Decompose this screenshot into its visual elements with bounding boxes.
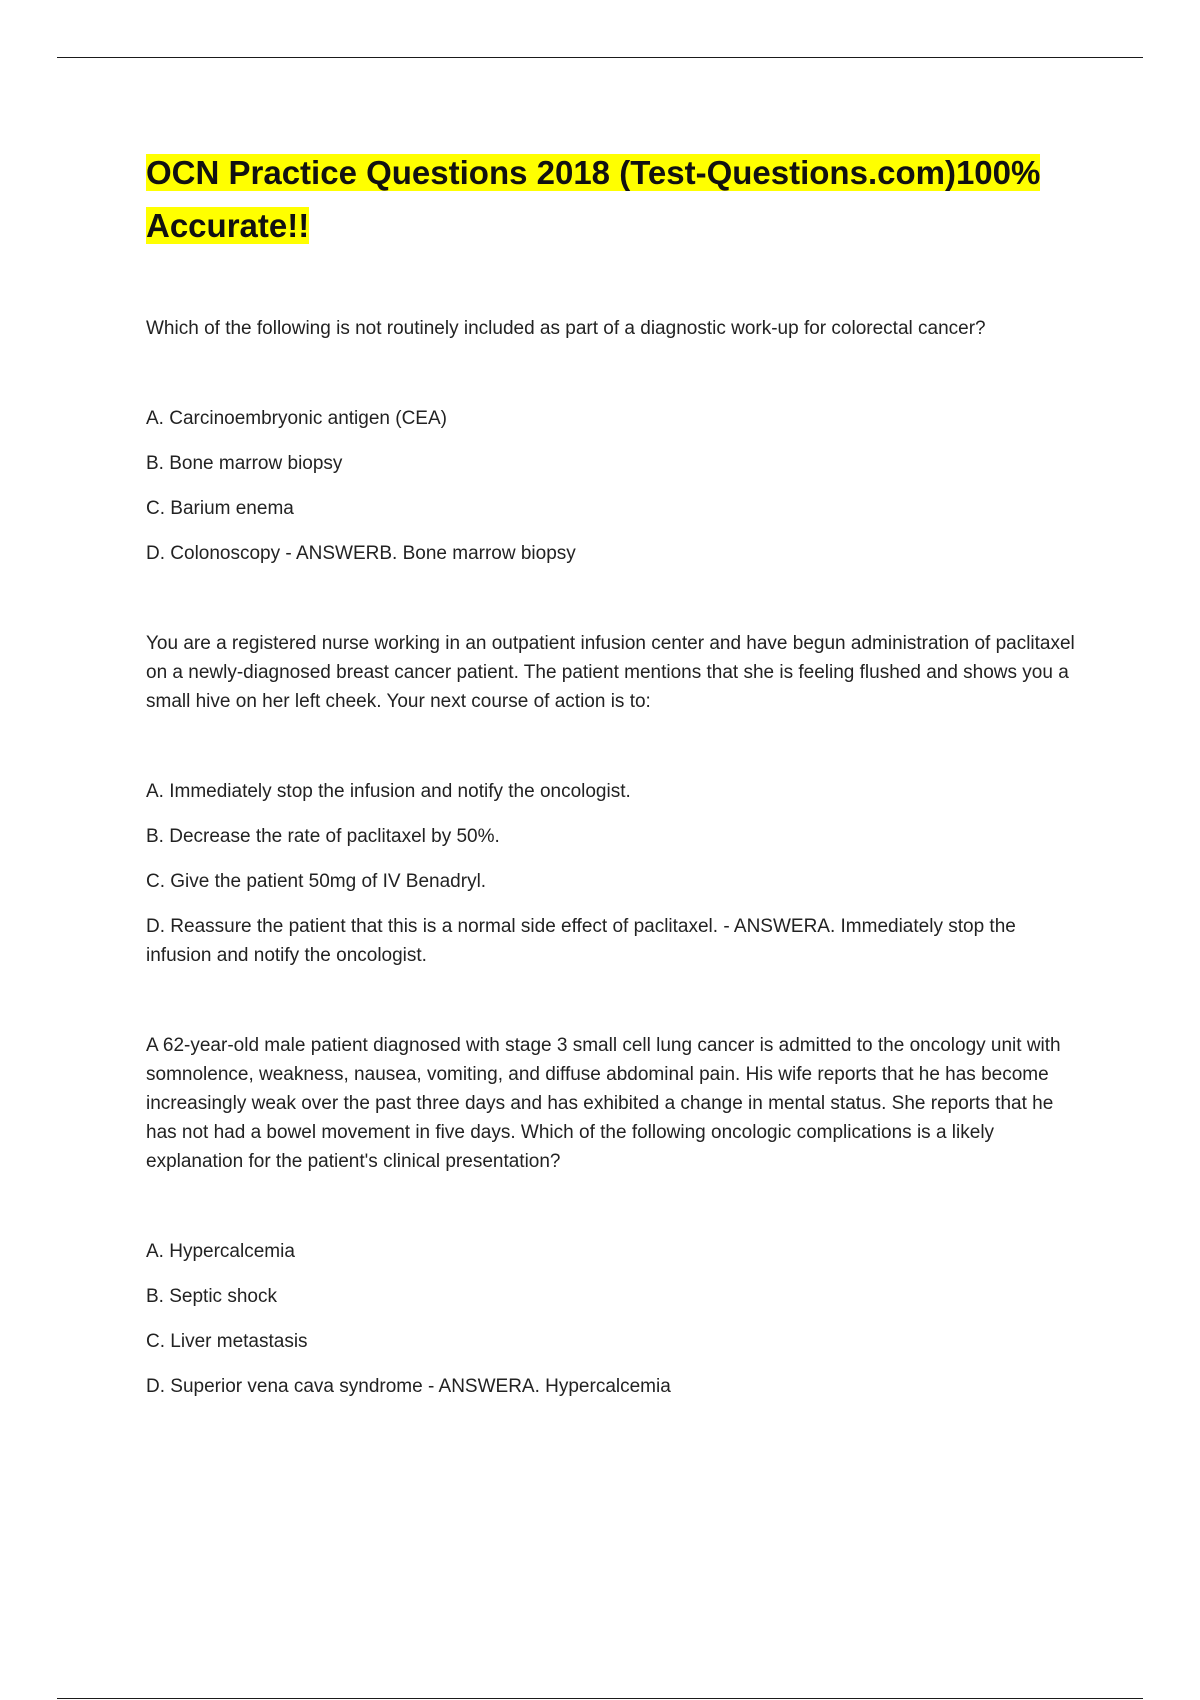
question-2-option-a: A. Immediately stop the infusion and notify the oncologist. (146, 781, 631, 802)
question-1-text: Which of the following is not routinely included as part of a diagnostic work-up for colorectal cancer? (146, 318, 986, 339)
question-3-text: A 62-year-old male patient diagnosed with stage 3 small cell lung cancer is admitted to the oncology unit with somnolence, weakness, nausea, vomiting, and diffuse abdominal pain. His wife reports that he has become increasingly weak over the past three days and has exhibited a change in mental status. She reports that he has not had a bowel movement in five days. Which of the following oncologic complications is a likely explanation for the patient's clinical presentation? (146, 1035, 1061, 1172)
question-1-option-c: C. Barium enema (146, 498, 294, 519)
question-2-option-b: B. Decrease the rate of paclitaxel by 50%. (146, 826, 500, 847)
question-2-options (146, 777, 1086, 970)
question-3-option-b: B. Septic shock (146, 1286, 277, 1307)
question-1-option-d-answer: D. Colonoscopy - ANSWERB. Bone marrow biopsy (146, 543, 576, 564)
footer-rule (57, 1698, 1143, 1699)
header-rule (57, 57, 1143, 58)
question-1-options (146, 404, 1086, 568)
document-title (146, 146, 1086, 252)
question-1-option-a: A. Carcinoembryonic antigen (CEA) (146, 408, 447, 429)
question-2-option-c: C. Give the patient 50mg of IV Benadryl. (146, 871, 487, 892)
question-1-option-b: B. Bone marrow biopsy (146, 453, 343, 474)
question-2-text: You are a registered nurse working in an outpatient infusion center and have begun administration of paclitaxel on a newly-diagnosed breast cancer patient. The patient mentions that she is feeling flushed and shows you a small hive on her left cheek. Your next course of action is to: (146, 633, 1075, 712)
question-3-option-d-answer: D. Superior vena cava syndrome - ANSWERA. Hypercalcemia (146, 1376, 671, 1397)
question-3-option-a: A. Hypercalcemia (146, 1241, 295, 1262)
question-3-option-c: C. Liver metastasis (146, 1331, 308, 1352)
question-2-option-d-answer: D. Reassure the patient that this is a normal side effect of paclitaxel. - ANSWERA. Immediately stop the infusion and notify the oncologist. (146, 916, 1016, 966)
title-highlight: OCN Practice Questions 2018 (Test-Questions.com)100% Accurate!! (146, 154, 1041, 244)
document-body (146, 146, 1086, 1401)
question-3-options (146, 1237, 1086, 1401)
